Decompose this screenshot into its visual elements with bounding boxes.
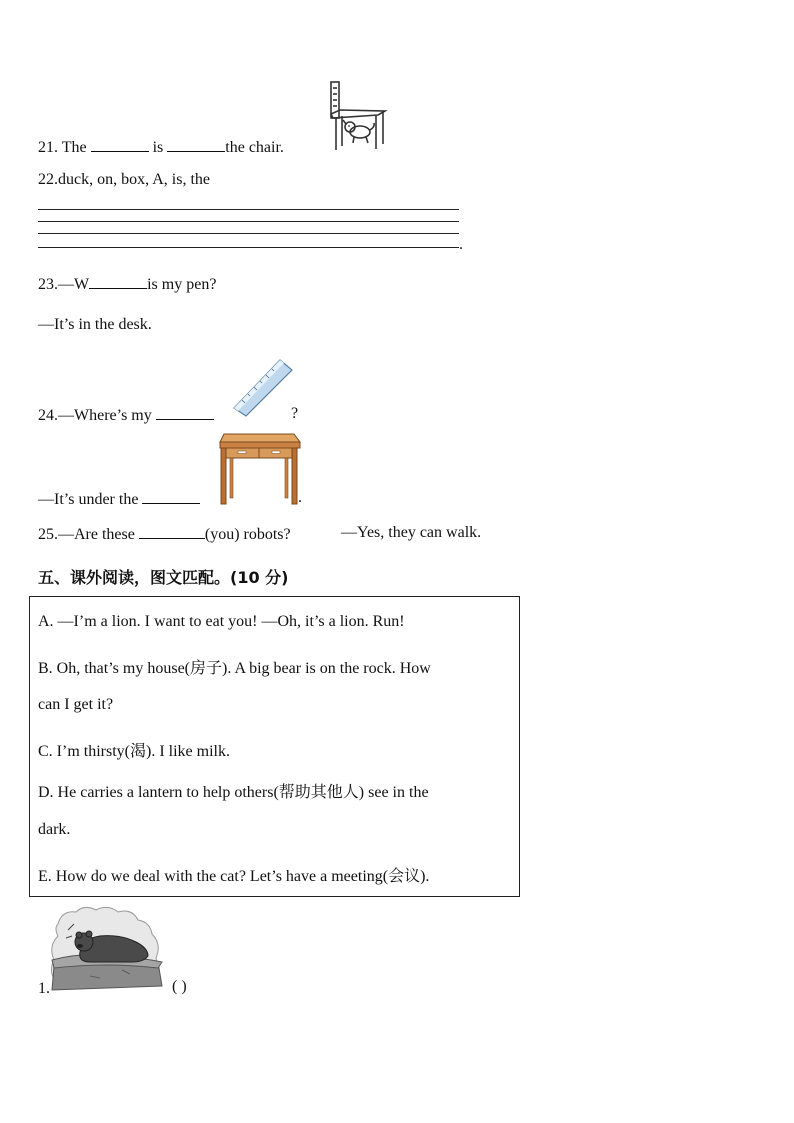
question-number: 24 (38, 407, 54, 424)
match-item-number: 1. (38, 980, 50, 997)
ruler-icon (232, 358, 294, 418)
option-b-continued: can I get it? (38, 696, 114, 713)
q25-answer: —Yes, they can walk. (341, 524, 482, 541)
q24-prefix: .—Where’s my (54, 407, 152, 424)
option-b: B. Oh, that’s my house(房子). A big bear is on the rock. How (38, 660, 431, 677)
option-c: C. I’m thirsty(渴). I like milk. (38, 743, 230, 760)
bear-rock-icon (50, 904, 166, 992)
answer-paren[interactable]: ( ) (172, 978, 187, 995)
answer-blank[interactable] (142, 489, 200, 504)
question-number: 25 (38, 526, 54, 543)
sentence-end: . (459, 236, 463, 253)
option-e: E. How do we deal with the cat? Let’s have a meeting(会议). (38, 868, 430, 885)
answer-blank[interactable] (139, 524, 205, 539)
q24-answer (38, 489, 200, 509)
writing-line[interactable] (38, 209, 459, 210)
sentence-end: . (298, 489, 302, 506)
question-number: 23 (38, 276, 54, 293)
q23-suffix: is my pen? (147, 276, 217, 293)
question-25 (38, 524, 291, 544)
q22-words: .duck, on, box, A, is, the (54, 171, 210, 188)
question-21 (38, 137, 284, 157)
option-a: A. —I’m a lion. I want to eat you! —Oh, it’s a lion. Run! (38, 613, 405, 630)
question-23 (38, 274, 216, 294)
writing-line[interactable] (38, 247, 459, 248)
question-24 (38, 405, 214, 425)
chair-dog-icon (328, 80, 388, 152)
option-d-continued: dark. (38, 821, 71, 838)
answer-blank[interactable] (91, 137, 149, 152)
q24-answer-text: —It’s under the (38, 491, 139, 508)
q21-text-3: the chair. (225, 139, 284, 156)
q21-text-2: is (152, 139, 164, 156)
desk-icon (218, 432, 302, 506)
q23-prefix: .—W (54, 276, 90, 293)
question-number: 22 (38, 171, 54, 188)
writing-line[interactable] (38, 233, 459, 234)
writing-line[interactable] (38, 221, 459, 222)
section-heading: 五、课外阅读，图文匹配。(10 分) (38, 568, 289, 587)
question-22 (38, 171, 210, 189)
q25-prefix: .—Are these (54, 526, 135, 543)
answer-blank[interactable] (156, 405, 214, 420)
option-d: D. He carries a lantern to help others(帮助其他人) see in the (38, 784, 429, 801)
answer-blank[interactable] (167, 137, 225, 152)
answer-blank[interactable] (89, 274, 147, 289)
question-number: 21 (38, 139, 54, 156)
q23-answer: —It’s in the desk. (38, 316, 152, 333)
q25-hint: (you) robots? (204, 526, 291, 543)
question-mark: ? (291, 405, 299, 422)
q21-text-1: . The (54, 139, 87, 156)
